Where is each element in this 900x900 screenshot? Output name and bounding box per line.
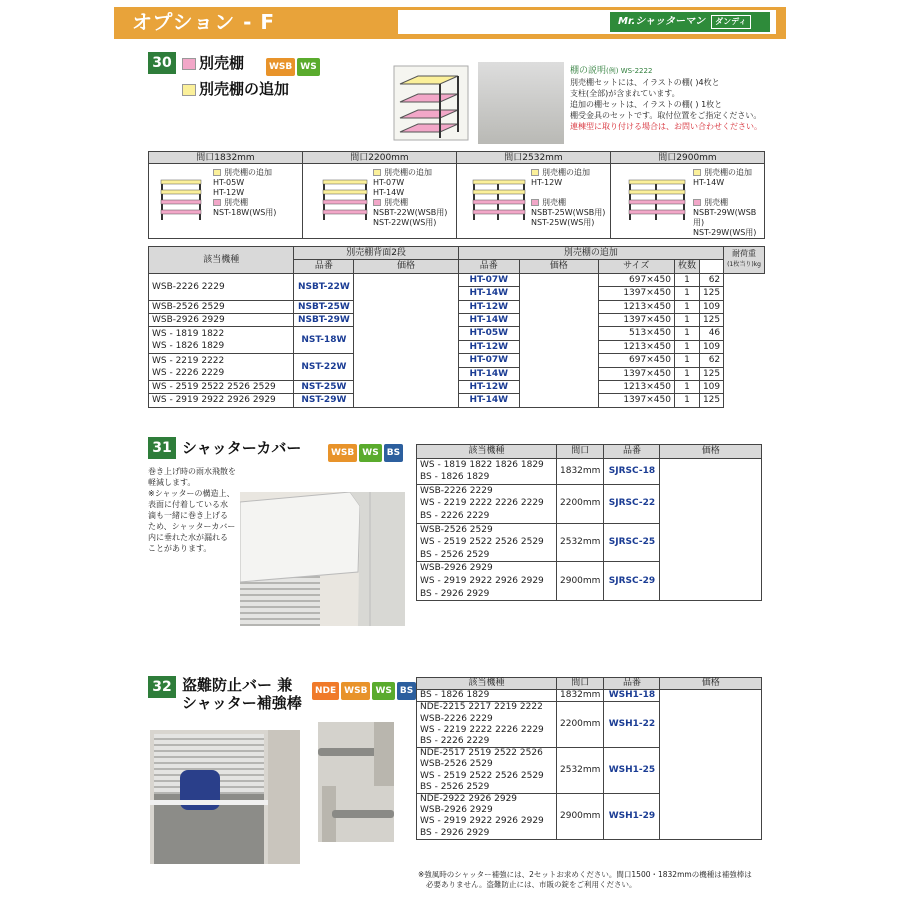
model-line: NDE-2215 2217 2219 2222: [420, 702, 543, 713]
badge-wsb: WSB: [266, 58, 295, 76]
size-diagram-box: [148, 151, 765, 239]
model-line: BS - 2926 2929: [420, 827, 490, 838]
model-line: BS - 2926 2929: [420, 588, 490, 599]
model-cell: [417, 702, 557, 748]
qty-cell: 1: [674, 273, 699, 286]
load-cell: 46: [699, 327, 723, 340]
model-cell: [149, 327, 294, 354]
model-cell: [149, 381, 294, 394]
anti-theft-table: 該当機種 間口 品番 価格 BS - 1826 1829 1832mm WSH1-18 NDE-2215 2217 2219 2222 WSB-2226 2229 WS - 2219 2222 2226 2229 BS - 2226 2229 2200mm WSH1-22 NDE-2517 2519 2522 2526 WSB-2526 2529 WS - 2519 2522 2526 2529 BS - 2526 2529 2532mm WSH1-25 NDE-2922 2926 2929 WSB-2926 2929 WS - 2919 2922 2926 2929 BS - 2926 2929 2900mm WSH1-29: [416, 677, 762, 840]
width-cell: 1832mm: [557, 458, 604, 484]
size-col-2200: 間口2200mm 別売棚の追加 HT-07W HT-14W 別売棚 NSBT-22W(WSB用) NST-22W(WS用): [303, 152, 457, 238]
size-cell: 697×450: [598, 354, 674, 367]
part-number: WSH1-18: [604, 690, 660, 702]
qty-cell: 1: [674, 381, 699, 394]
part-number: NST-18W: [294, 327, 354, 354]
shelf-table: 該当機種 別売棚背面2段 別売棚の追加 耐荷重 (1枚当り)kg 品番 価格 品番 価格 サイズ 枚数 WSB-2226 2229 NSBT-22W HT-07W 697×450 1 62 HT-14W 1397×450 1 125 WSB-2526 2529 NSBT-25W HT-12W 1213×450 1 109 WSB-2926 2929 NSBT-29W HT-14W 1397×450 1 125 WS - 1819 1822 WS - 1826 1829 NST-18W HT-05W 513×450 1 46 HT-12W 1213×450 1 109 WS - 2219 2222 WS - 2226 2229 NST-22W HT-07W 697×450 1 62 HT-14W 1397×450 1 125 WS - 2519 2522 2526 2529 NST-25W HT-12W 1213×450 1 109 WS - 2919 2922 2926 2929 NST-29W HT-14W 1397×450 1 125: [148, 246, 765, 408]
part-number: NST-29W: [294, 394, 354, 407]
width-cell: 2200mm: [557, 484, 604, 523]
shelf-description: 棚の説明(例) WS-2222 別売棚セットには、イラストの棚( )4枚と 支柱(全部)が含まれています。 追加の棚セットは、イラストの棚( ) 1枚と 棚受金具のセットです。取付位置をご指定ください。 連棟型に取り付ける場合は、お問い合わせください。: [570, 66, 762, 131]
footnote: ※強風時のシャッター補強には、2セットお求めください。間口1500・1832mmの機種は補強棒は 必要ありません。盗難防止には、市販の錠をご利用ください。: [418, 870, 752, 889]
model-line: WS - 2519 2522 2526 2529: [420, 770, 544, 781]
model-line: WS - 2219 2222: [152, 355, 225, 366]
price-cell: [354, 273, 458, 407]
badge-ws: WS: [297, 58, 319, 76]
shutter-cover-table: 該当機種 間口 品番 価格 WS - 1819 1822 1826 1829 BS - 1826 1829 1832mm SJRSC-18 WSB-2226 2229 WS - 2219 2222 2226 2229 BS - 2226 2229 2200mm SJRSC-22 WSB-2526 2529 WS - 2519 2522 2526 2529 BS - 2526 2529 2532mm SJRSC-25 WSB-2926 2929 WS - 2919 2922 2926 2929 BS - 2926 2929 2900mm SJRSC-29: [416, 444, 762, 601]
size-cell: 1397×450: [598, 367, 674, 380]
model-cell: [149, 314, 294, 327]
model-line: WS - 2519 2522 2526 2529: [420, 537, 544, 548]
page-title: オプション - F: [132, 10, 276, 34]
price-cell: [660, 458, 762, 601]
model-line: WSB-2926 2929: [152, 315, 225, 326]
size-col-2532: 間口2532mm 別売棚の追加 HT-12W 別売棚 NSBT-25W(WSB用) NST-25W(WS用): [457, 152, 611, 238]
qty-cell: 1: [674, 367, 699, 380]
part-number: SJRSC-22: [604, 484, 660, 523]
section-32-title: 盗難防止バー 兼 シャッター補強棒: [182, 676, 302, 712]
size-cell: 1397×450: [598, 394, 674, 407]
model-line: WS - 2919 2922 2926 2929: [152, 395, 276, 406]
model-line: WS - 1819 1822 1826 1829: [420, 459, 544, 470]
part-number: SJRSC-25: [604, 523, 660, 562]
section-31-number: 31: [148, 437, 176, 459]
anti-theft-photo: [150, 730, 300, 864]
model-cell: [417, 458, 557, 484]
model-cell: [417, 562, 557, 601]
model-line: WS - 1826 1829: [152, 341, 225, 352]
badge-bs: BS: [397, 682, 416, 700]
qty-cell: 1: [674, 327, 699, 340]
model-line: BS - 2226 2229: [420, 736, 490, 747]
add-part-number: HT-14W: [458, 314, 519, 327]
part-number: WSH1-25: [604, 748, 660, 794]
model-cell: [417, 690, 557, 702]
add-price-cell: [519, 273, 598, 407]
shelf-photo: [478, 62, 564, 144]
shelf-illustration: [390, 62, 472, 144]
model-line: BS - 2226 2229: [420, 510, 490, 521]
part-number: NST-22W: [294, 354, 354, 381]
model-line: WS - 2219 2222 2226 2229: [420, 498, 544, 509]
badge-wsb: WSB: [328, 444, 357, 462]
section-30-line1: 別売棚: [182, 52, 244, 73]
model-line: BS - 1826 1829: [420, 472, 490, 483]
section-31-badges: [328, 440, 405, 462]
model-cell: [417, 523, 557, 562]
model-line: WS - 1819 1822: [152, 328, 225, 339]
load-cell: 125: [699, 367, 723, 380]
model-line: WS - 2919 2922 2926 2929: [420, 816, 544, 827]
load-cell: 109: [699, 300, 723, 313]
qty-cell: 1: [674, 354, 699, 367]
section-30-line2: 別売棚の追加: [182, 78, 289, 99]
model-cell: [417, 484, 557, 523]
size-cell: 697×450: [598, 273, 674, 286]
bar-closeup-2: [318, 786, 394, 842]
add-part-number: HT-14W: [458, 394, 519, 407]
width-cell: 1832mm: [557, 690, 604, 702]
size-cell: 1397×450: [598, 314, 674, 327]
model-cell: [149, 394, 294, 407]
model-line: NDE-2517 2519 2522 2526: [420, 748, 543, 759]
model-cell: [417, 794, 557, 840]
badge-ws: WS: [359, 444, 381, 462]
add-part-number: HT-14W: [458, 287, 519, 300]
load-cell: 62: [699, 273, 723, 286]
model-line: WSB-2926 2929: [420, 805, 493, 816]
qty-cell: 1: [674, 314, 699, 327]
model-line: BS - 1826 1829: [420, 690, 490, 701]
size-col-2900: 間口2900mm 別売棚の追加 HT-14W 別売棚 NSBT-29W(WSB用) NST-29W(WS用): [611, 152, 764, 238]
model-line: NDE-2922 2926 2929: [420, 794, 518, 805]
part-number: WSH1-29: [604, 794, 660, 840]
load-cell: 125: [699, 287, 723, 300]
part-number: NST-25W: [294, 381, 354, 394]
width-cell: 2200mm: [557, 702, 604, 748]
model-line: WS - 2919 2922 2926 2929: [420, 575, 544, 586]
width-cell: 2532mm: [557, 523, 604, 562]
model-cell: [149, 273, 294, 300]
col-model: 該当機種: [149, 247, 294, 274]
size-col-1832: 間口1832mm 別売棚の追加 HT-05W HT-12W 別売棚 NST-18W(WS用): [149, 152, 303, 238]
badge-wsb: WSB: [341, 682, 370, 700]
section-32-number: 32: [148, 676, 176, 698]
table-row: [417, 690, 762, 702]
part-number: SJRSC-18: [604, 458, 660, 484]
qty-cell: 1: [674, 287, 699, 300]
size-cell: 513×450: [598, 327, 674, 340]
add-part-number: HT-12W: [458, 340, 519, 353]
model-cell: [149, 354, 294, 381]
add-part-number: HT-07W: [458, 354, 519, 367]
add-part-number: HT-07W: [458, 273, 519, 286]
section-31-description: 巻き上げ時の雨水飛散を 軽減します。 ※シャッターの構造上、 表面に付着している水 滴も一緒に巻き上げる ため、シャッターカバー 内に垂れた水が漏れる ことがあります。: [148, 467, 236, 553]
brand-logo: Mr.シャッターマン ダンディ: [610, 12, 770, 32]
badge-bs: BS: [384, 444, 403, 462]
table-row: [417, 458, 762, 484]
model-line: WSB-2226 2229: [420, 713, 493, 724]
section-30-badges: [266, 54, 322, 76]
part-number: NSBT-25W: [294, 300, 354, 313]
section-31-title: シャッターカバー: [182, 439, 302, 457]
badge-nde: NDE: [312, 682, 339, 700]
model-line: WSB-2926 2929: [420, 563, 493, 574]
width-cell: 2900mm: [557, 794, 604, 840]
size-cell: 1213×450: [598, 381, 674, 394]
badge-ws: WS: [372, 682, 394, 700]
part-number: NSBT-29W: [294, 314, 354, 327]
size-cell: 1397×450: [598, 287, 674, 300]
model-line: WS - 2226 2229: [152, 368, 225, 379]
part-number: SJRSC-29: [604, 562, 660, 601]
model-cell: [417, 748, 557, 794]
section-32-badges: [312, 678, 418, 700]
size-cell: 1213×450: [598, 300, 674, 313]
model-line: WSB-2226 2229: [420, 485, 493, 496]
model-line: WSB-2526 2529: [420, 524, 493, 535]
bar-closeup-1: [318, 722, 394, 786]
model-line: WS - 2219 2222 2226 2229: [420, 724, 544, 735]
model-line: BS - 2526 2529: [420, 781, 490, 792]
shutter-cover-photo: [240, 492, 405, 626]
load-cell: 125: [699, 394, 723, 407]
width-cell: 2532mm: [557, 748, 604, 794]
model-line: WSB-2526 2529: [420, 759, 493, 770]
add-part-number: HT-05W: [458, 327, 519, 340]
qty-cell: 1: [674, 340, 699, 353]
add-part-number: HT-12W: [458, 381, 519, 394]
load-cell: 109: [699, 381, 723, 394]
model-line: WSB-2526 2529: [152, 301, 225, 312]
load-cell: 125: [699, 314, 723, 327]
part-number: WSH1-22: [604, 702, 660, 748]
part-number: NSBT-22W: [294, 273, 354, 300]
add-part-number: HT-14W: [458, 367, 519, 380]
model-cell: [149, 300, 294, 313]
qty-cell: 1: [674, 394, 699, 407]
model-line: WSB-2226 2229: [152, 281, 225, 292]
section-30-number: 30: [148, 52, 176, 74]
model-line: WS - 2519 2522 2526 2529: [152, 382, 276, 393]
load-cell: 62: [699, 354, 723, 367]
add-part-number: HT-12W: [458, 300, 519, 313]
qty-cell: 1: [674, 300, 699, 313]
model-line: BS - 2526 2529: [420, 549, 490, 560]
load-cell: 109: [699, 340, 723, 353]
width-cell: 2900mm: [557, 562, 604, 601]
table-row: [149, 273, 765, 286]
price-cell: [660, 690, 762, 840]
size-cell: 1213×450: [598, 340, 674, 353]
